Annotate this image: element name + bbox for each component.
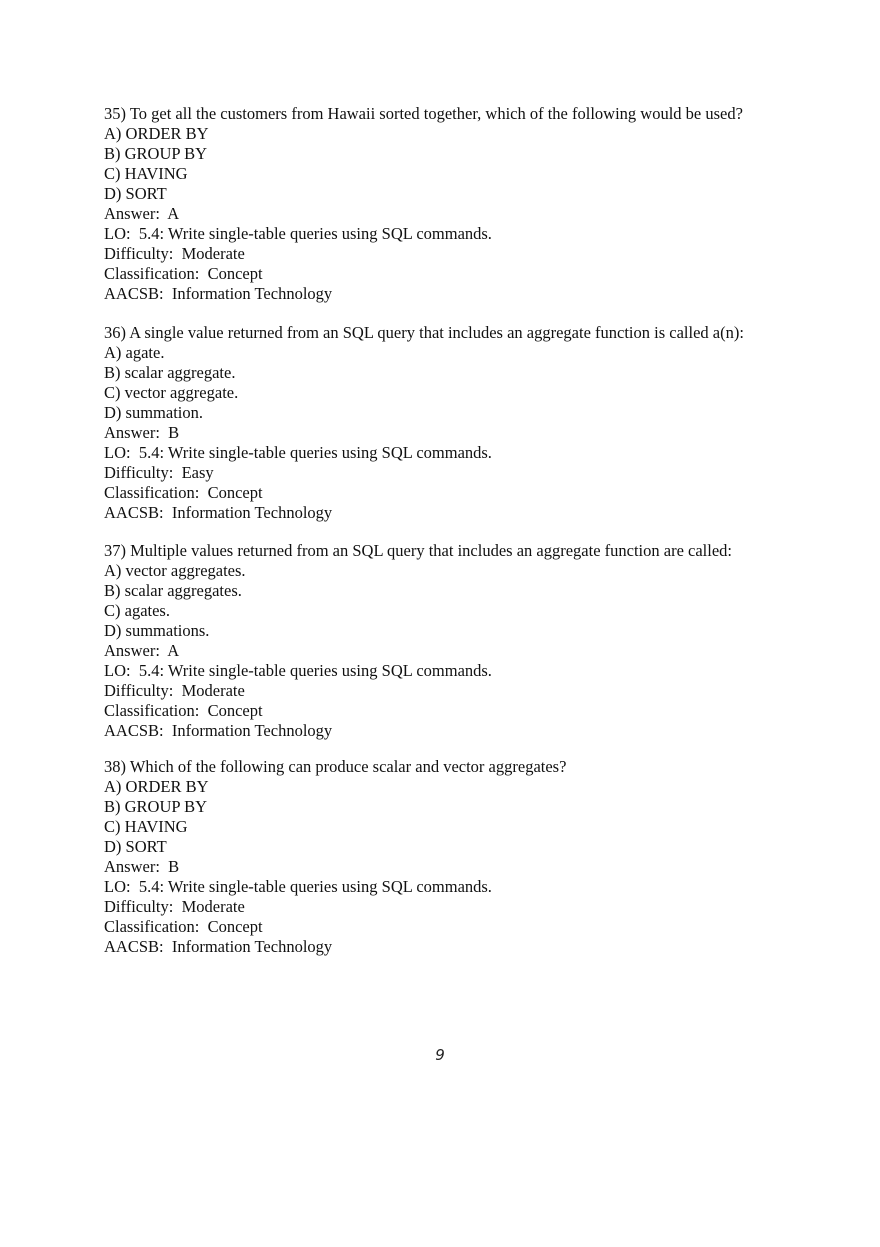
answer-line: Answer: B bbox=[104, 423, 180, 442]
question-37 bbox=[104, 541, 804, 741]
question-35 bbox=[104, 104, 804, 304]
aacsb-line: AACSB: Information Technology bbox=[104, 284, 333, 303]
question-stem: 35) To get all the customers from Hawaii sorted together, which of the following would be used? bbox=[104, 104, 743, 123]
answer-line: Answer: B bbox=[104, 857, 180, 876]
option-b: B) scalar aggregates. bbox=[104, 581, 242, 600]
aacsb-line: AACSB: Information Technology bbox=[104, 937, 333, 956]
option-c: C) agates. bbox=[104, 601, 170, 620]
page-number: 9 bbox=[435, 1046, 445, 1064]
option-d: D) summations. bbox=[104, 621, 210, 640]
option-c: C) HAVING bbox=[104, 817, 188, 836]
learning-objective: LO: 5.4: Write single-table queries using SQL commands. bbox=[104, 877, 492, 896]
option-d: D) SORT bbox=[104, 837, 167, 856]
option-b: B) GROUP BY bbox=[104, 797, 207, 816]
option-b: B) GROUP BY bbox=[104, 144, 207, 163]
learning-objective: LO: 5.4: Write single-table queries using SQL commands. bbox=[104, 224, 492, 243]
learning-objective: LO: 5.4: Write single-table queries using SQL commands. bbox=[104, 443, 492, 462]
difficulty-line: Difficulty: Moderate bbox=[104, 897, 245, 916]
option-a: A) ORDER BY bbox=[104, 124, 209, 143]
difficulty-line: Difficulty: Easy bbox=[104, 463, 214, 482]
question-stem: 38) Which of the following can produce scalar and vector aggregates? bbox=[104, 757, 567, 776]
option-a: A) agate. bbox=[104, 343, 165, 362]
option-a: A) vector aggregates. bbox=[104, 561, 246, 580]
option-d: D) summation. bbox=[104, 403, 203, 422]
option-b: B) scalar aggregate. bbox=[104, 363, 236, 382]
difficulty-line: Difficulty: Moderate bbox=[104, 244, 245, 263]
option-c: C) vector aggregate. bbox=[104, 383, 239, 402]
option-c: C) HAVING bbox=[104, 164, 188, 183]
question-stem: 36) A single value returned from an SQL query that includes an aggregate function is called a(n): bbox=[104, 323, 744, 342]
aacsb-line: AACSB: Information Technology bbox=[104, 503, 333, 522]
question-38 bbox=[104, 757, 804, 957]
classification-line: Classification: Concept bbox=[104, 917, 263, 936]
classification-line: Classification: Concept bbox=[104, 701, 263, 720]
answer-line: Answer: A bbox=[104, 641, 180, 660]
option-d: D) SORT bbox=[104, 184, 167, 203]
classification-line: Classification: Concept bbox=[104, 264, 263, 283]
question-stem: 37) Multiple values returned from an SQL query that includes an aggregate function are called: bbox=[104, 541, 732, 560]
answer-line: Answer: A bbox=[104, 204, 180, 223]
question-36 bbox=[104, 323, 804, 523]
option-a: A) ORDER BY bbox=[104, 777, 209, 796]
aacsb-line: AACSB: Information Technology bbox=[104, 721, 333, 740]
learning-objective: LO: 5.4: Write single-table queries using SQL commands. bbox=[104, 661, 492, 680]
classification-line: Classification: Concept bbox=[104, 483, 263, 502]
difficulty-line: Difficulty: Moderate bbox=[104, 681, 245, 700]
